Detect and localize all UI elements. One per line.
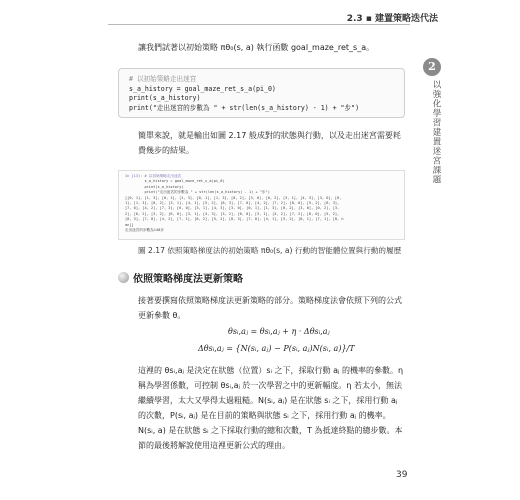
- output-line: In [13]: # 以初始策略走出迷宮: [125, 174, 182, 178]
- header-divider: [108, 24, 410, 25]
- output-line: print(s_a_history): [125, 184, 184, 189]
- code-line: print("走出迷宮的步數為 " + str(len(s_a_history) - 1) + "步"): [129, 103, 360, 112]
- chapter-title-vertical: 以強化學習建置迷宮課題: [431, 80, 441, 185]
- section-bullet-icon: [118, 272, 129, 283]
- code-block: [118, 68, 405, 118]
- chapter-number-badge: 2: [423, 58, 441, 76]
- figure-caption: 圖 2.17 依照策略梯度法的初始策略 πθ₀(s, a) 行動的智能體位置與行動的履歷: [138, 246, 402, 255]
- output-line: s_a_history = goal_maze_ret_s_a(pi_0): [125, 179, 225, 184]
- code-comment: # 以初始策略走出迷宮: [129, 75, 197, 83]
- output-line: 1], [1, 3], [0, 2], [3, 1], [4, 1], [5, 2], [8, 3], [7, 0], [4, 2], [7, 2], [8, 0], [5, 2], [8, 3],: [125, 201, 340, 206]
- body-paragraph-1: 接著要撰寫依照策略梯度法更新策略的部分。策略梯度法會依照下列的公式更新參數 θ。: [138, 296, 402, 320]
- notebook-output-figure: [118, 170, 405, 240]
- delta-formula: Δθsᵢ,aⱼ = {N(sᵢ, aⱼ) − P(sᵢ, aⱼ)N(sᵢ, a)}/T: [198, 344, 355, 353]
- output-line: [[0, 1], [1, 3], [0, 1], [1, 3], [0, 1], [1, 3], [0, 2], [3, 0], [0, 2], [3, 1], [4, 3], [3, 0], [0,: [125, 195, 342, 200]
- output-line: an]]: [125, 222, 134, 227]
- result-paragraph: 簡單來說，就是輸出如圖 2.17 般成對的狀態與行動，以及走出迷宮需要耗費幾步的結果。: [138, 131, 401, 155]
- body-paragraph-2: 這裡的 θsᵢ,aⱼ 是決定在狀態（位置）sᵢ 之下，採取行動 aⱼ 的機率的參數。η 稱為學習係數，可控制 θsᵢ,aⱼ 於一次學習之中的更新幅度。η 若太小，無法繼續學習，太大又學得太過粗糙。N(sᵢ, aⱼ) 是在狀態 sᵢ 之下，採用行動 aⱼ 的次數，P(sᵢ, aⱼ) 是在目前的策略與狀態 sᵢ 之下，採用行動 aⱼ 的機率。N(sᵢ, a) 是在狀態 sᵢ 之下採取行動的總和次數，T 為抵達終點的總步數。本節的最後將解說使用這裡更新公式的理由。: [138, 366, 404, 450]
- page-number: 39: [396, 470, 408, 480]
- output-line: [8, 3], [7, 0], [4, 2], [7, 1], [8, 2], [5, 2], [8, 3], [7, 0], [4, 1], [5, 2], [8, 1], [7, 1], [8, n: [125, 217, 344, 222]
- output-line: 2], [6, 2], [3, 2], [6, 0], [3, 1], [4, 3], [3, 2], [6, 0], [3, 1], [4, 2], [7, 2], [8, 0], [5, 2],: [125, 211, 340, 216]
- update-formula: θsᵢ,aⱼ = θsᵢ,aⱼ + η · Δθsᵢ,aⱼ: [228, 327, 330, 336]
- output-line: 走出迷宮的步數為148步: [125, 228, 164, 233]
- code-line: print(s_a_history): [129, 94, 201, 102]
- intro-paragraph: 讓我們試著以初始策略 πθ₀(s, a) 執行函數 goal_maze_ret_s_a。: [138, 43, 375, 52]
- section-label: 2.3 ▪ 建置策略迭代法: [346, 14, 438, 24]
- output-line: print("走出迷宮的步數為 " + str(len(s_a_history) - 1) + "步"): [125, 190, 270, 195]
- code-line: s_a_history = goal_maze_ret_s_a(pi_0): [129, 84, 276, 93]
- section-title: 依照策略梯度法更新策略: [133, 274, 243, 285]
- output-line: [7, 0], [4, 2], [7, 3], [6, 0], [3, 1], [4, 3], [3, 0], [0, 1], [1, 3], [0, 2], [3, 0], [0, 2], [3,: [125, 206, 340, 211]
- page-header: [0, 0, 520, 26]
